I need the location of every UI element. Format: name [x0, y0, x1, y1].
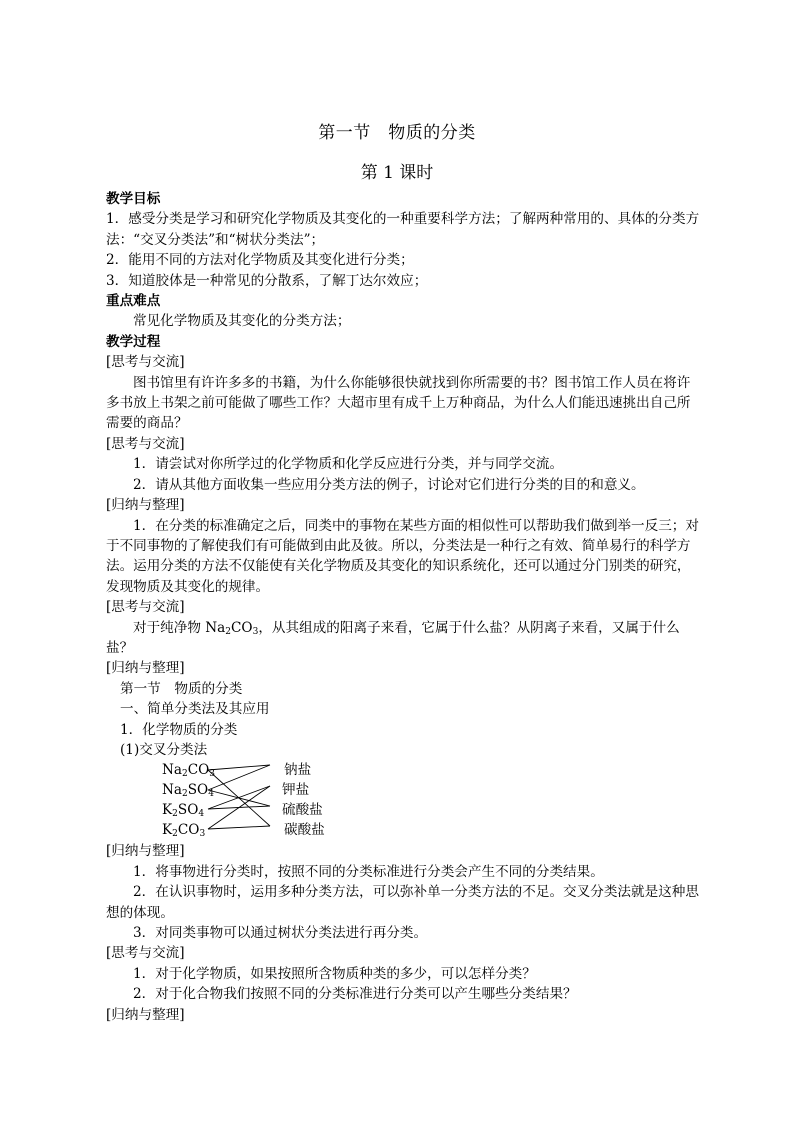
summary-2-item-2: 2．在认识事物时，运用多种分类方法，可以弥补单一分类方法的不足。交叉分类法就是这种思想的体现。: [106, 884, 699, 921]
summary-label-2: [归纳与整理]: [106, 660, 185, 677]
outline-section: 第一节 物质的分类: [120, 680, 243, 697]
summary-2-item-1: 1．将事物进行分类时，按照不同的分类标准进行分类会产生不同的分类结果。: [133, 863, 604, 880]
think-4-item-2: 2．对于化合物我们按照不同的分类标准进行分类可以产生哪些分类结果？: [133, 986, 577, 1003]
think-label-4: [思考与交流]: [106, 945, 185, 962]
compound-label: $K_2CO_3$: [162, 822, 206, 840]
heading-goals: 教学目标: [106, 191, 161, 207]
summary-1-text: 1．在分类的标准确定之后，同类中的事物在某些方面的相似性可以帮助我们做到举一反三；对于不同事物的了解使我们有可能做到由此及彼。所以，分类法是一种行之有效、简单易行的科学方法。运用分类的方法不仅能使有关化学物质及其变化的知识系统化，还可以通过分门别类的研究，发现物质及其变化的规律。: [106, 517, 699, 595]
link-k2so4-potassium: [208, 786, 270, 809]
category-label: 硫酸盐: [282, 802, 323, 819]
lesson-subtitle: 第 1 课时: [360, 163, 434, 183]
connection-lines: [106, 760, 700, 841]
document-body: [106, 189, 700, 1025]
heading-process: 教学过程: [106, 333, 161, 350]
think-3-text: 对于纯净物 $Na_2CO_3$，从其组成的阳离子来看，它属于什么盐？从阴离子来看，又属于什么盐？: [106, 619, 680, 656]
think-label-1: [思考与交流]: [106, 354, 185, 371]
cross-classification-diagram: [106, 760, 700, 841]
category-label: 碳酸盐: [284, 822, 325, 839]
key-text: 常见化学物质及其变化的分类方法；: [133, 313, 351, 330]
think-4-item-1: 1．对于化学物质，如果按照所含物质种类的多少，可以怎样分类？: [133, 965, 536, 982]
think-2-item-1: 1．请尝试对你所学过的化学物质和化学反应进行分类，并与同学交流。: [133, 456, 564, 473]
outline-item-1: 1．化学物质的分类: [120, 721, 238, 738]
link-na2co3-sodium: [208, 765, 270, 770]
summary-label-4: [归纳与整理]: [106, 1006, 185, 1023]
summary-label-1: [归纳与整理]: [106, 497, 185, 514]
think-label-3: [思考与交流]: [106, 599, 185, 616]
goal-1: 1．感受分类是学习和研究化学物质及其变化的一种重要科学方法；了解两种常用的、具体的分类方法：“交叉分类法”和“树状分类法”；: [106, 211, 700, 248]
think-2-item-2: 2．请从其他方面收集一些应用分类方法的例子，讨论对它们进行分类的目的和意义。: [133, 476, 645, 493]
category-label: 钾盐: [282, 782, 310, 799]
compound-label: $Na_2SO_4$: [162, 782, 214, 800]
think-1-text: 图书馆里有许许多多的书籍，为什么你能够很快就找到你所需要的书？图书馆工作人员在将许多书放上书架之前可能做了哪些工作？大超市里有成千上万种商品，为什么人们能迅速挑出自己所需要的商品？: [106, 374, 691, 432]
link-k2co3-carbonate: [208, 826, 270, 829]
category-label: 钠盐: [284, 762, 312, 779]
outline-subitem-1: (1)交叉分类法: [120, 741, 208, 758]
compound-label: $Na_2CO_3$: [162, 762, 216, 780]
heading-key: 重点难点: [106, 293, 161, 310]
goal-2: 2．能用不同的方法对化学物质及其变化进行分类；: [106, 252, 414, 269]
summary-label-3: [归纳与整理]: [106, 843, 185, 860]
section-title: 第一节 物质的分类: [318, 123, 476, 143]
compound-label: $K_2SO_4$: [162, 802, 205, 820]
think-label-2: [思考与交流]: [106, 435, 185, 452]
outline-part-1: 一、简单分类法及其应用: [120, 701, 270, 718]
summary-2-item-3: 3．对同类事物可以通过树状分类法进行再分类。: [133, 925, 428, 941]
link-na2so4-sodium: [208, 765, 270, 790]
goal-3: 3．知道胶体是一种常见的分散系，了解丁达尔效应；: [106, 272, 428, 289]
